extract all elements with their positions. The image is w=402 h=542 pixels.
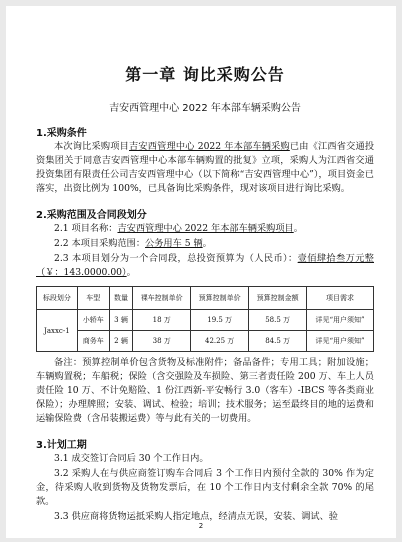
s2-3-end: 。	[126, 267, 136, 278]
section-2-2	[36, 237, 374, 251]
s2-1-end: 。	[293, 223, 303, 234]
section-2-1	[36, 222, 374, 236]
section-1-heading: 1.采购条件	[36, 128, 87, 139]
document-page	[6, 6, 396, 538]
table-cell: 38 万	[133, 331, 191, 352]
table-header-row	[37, 287, 374, 310]
table-cell: 详见“用户须知”	[307, 331, 374, 352]
table-header: 项目需求	[307, 287, 374, 310]
s1-text-b: 已由《江西省交通投资集团关于同意吉安西管理中心本部车辆购置的批复》立项，采购人为江西省交通投资集团有限责任公司吉安西管理中心（以下简称“吉安西管理中心”），项目资金已落实，出资比例为 100%，已具备询比采购条件，现对该项目进行询比采购。	[36, 141, 375, 194]
section-1-text	[36, 140, 374, 196]
s1-project-name: 吉安西管理中心 2022 年本部车辆采购	[129, 141, 290, 152]
table-note: 备注：预算控制单价包含货物及标准附件；备品备件；专用工具；附加设施；车辆购置税；车船税；保险（含交强险及车损险、第三者责任险 200 万、车上人员责任险 10 万、不计免赔险、1 份江西新-平安畅行 3.0（客车）-IBCS 等各类商业保险）；办理牌照；安装、调试、检验；培训；技术服务；运至最终目的地的运费和运输保险费（含吊装搬运费）等与此有关的一切费用。	[36, 357, 374, 424]
table-header: 数量	[109, 287, 132, 310]
table-row	[37, 331, 374, 352]
s2-3-value: 壹佰肆拾叁万元整（￥：143.0000.00）	[36, 253, 374, 278]
table-cell: 19.5 万	[191, 310, 249, 331]
page-number: 2	[198, 522, 204, 530]
table-cell: 详见“用户须知”	[307, 310, 374, 331]
table-cell: 2 辆	[109, 331, 132, 352]
s2-1-label: 2.1 项目名称：	[54, 223, 118, 234]
s1-text-a: 本次询比采购项目	[54, 141, 129, 152]
section-3-1: 3.1 成交签订合同后 30 个工作日内。	[54, 453, 209, 464]
s2-3-label: 2.3 本项目划分为一个合同段，总投资预算为（人民币）：	[54, 253, 298, 264]
table-header: 裸车控制单价	[133, 287, 191, 310]
announcement-title: 吉安西管理中心 2022 年本部车辆采购公告	[109, 103, 301, 114]
table-header: 预算控制单价	[191, 287, 249, 310]
table-cell: 商务车	[77, 331, 109, 352]
table-row	[37, 310, 374, 331]
section-2-heading: 2.采购范围及合同段划分	[36, 210, 147, 221]
table-cell: 小轿车	[77, 310, 109, 331]
s2-2-label: 2.2 本项目采购范围：	[54, 238, 146, 249]
s2-2-end: 。	[202, 238, 212, 249]
table-cell: 58.5 万	[249, 310, 307, 331]
table-header: 预算控制金额	[249, 287, 307, 310]
s2-2-value: 公务用车 5 辆	[145, 238, 203, 249]
table-header: 标段划分	[37, 287, 78, 310]
section-2-3	[36, 252, 374, 280]
table-cell: 18 万	[133, 310, 191, 331]
budget-table	[36, 286, 374, 352]
table-cell: 3 辆	[109, 310, 132, 331]
s2-1-value: 吉安西管理中心 2022 年本部车辆采购项目	[117, 223, 294, 234]
table-cell: 84.5 万	[249, 331, 307, 352]
chapter-title: 第一章 询比采购公告	[125, 65, 285, 84]
section-3-3: 3.3 供应商将货物运抵采购人指定地点，经清点无误，安装、调试、验	[54, 511, 338, 522]
section-code-cell: Jaxxc-1	[37, 310, 78, 352]
table-cell: 42.25 万	[191, 331, 249, 352]
table-header: 车型	[77, 287, 109, 310]
section-3-2: 3.2 采购人在与供应商签订购车合同后 3 个工作日内预付全款的 30% 作为定金，待采购人收到货物及货物发票后，在 10 个工作日内支付剩余全款 70% 的尾款。	[36, 468, 374, 507]
section-3-heading: 3.计划工期	[36, 440, 87, 451]
